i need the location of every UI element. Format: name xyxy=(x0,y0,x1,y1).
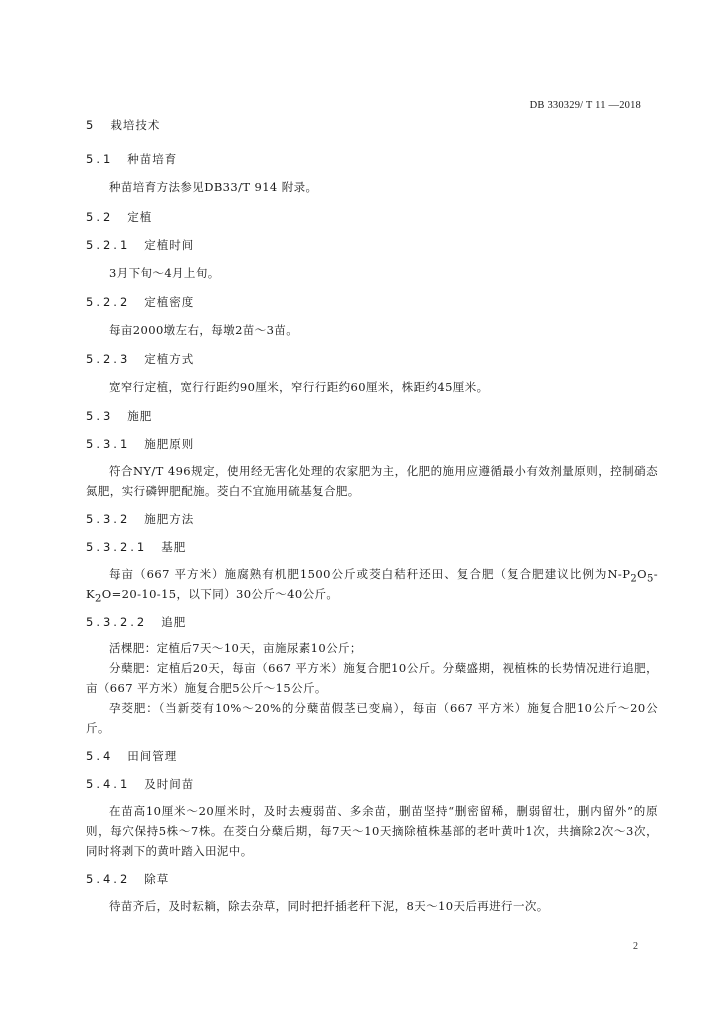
section-heading-5-3-2-1: 5.3.2.1 基肥 xyxy=(86,540,187,554)
paragraph-planting-density: 每亩2000墩左右，每墩2苗～3苗。 xyxy=(109,323,299,337)
section-heading-5-1: 5.1 种苗培育 xyxy=(86,152,178,166)
paragraph-seedling: 种苗培育方法参见DB33/T 914 附录。 xyxy=(109,180,318,194)
paragraph-top-fertilizer-2: 分蘖肥：定植后20天，每亩（667 平方米）施复合肥10公斤。分蘖盛期，视植株的长势情况进行追肥，亩（667 平方米）施复合肥5公斤～15公斤。 xyxy=(86,661,658,695)
paragraph-weeding: 待苗齐后，及时耘耥，除去杂草，同时把扦插老秆下泥，8天～10天后再进行一次。 xyxy=(109,899,549,913)
section-heading-5-2-2: 5.2.2 定植密度 xyxy=(86,295,195,309)
paragraph-planting-method: 宽窄行定植，宽行行距约90厘米，窄行行距约60厘米，株距约45厘米。 xyxy=(109,380,489,394)
section-heading-5-4-1: 5.4.1 及时间苗 xyxy=(86,777,195,791)
section-heading-5-4: 5.4 田间管理 xyxy=(86,749,178,763)
paragraph-thinning: 在苗高10厘米～20厘米时，及时去瘦弱苗、多余苗，删苗坚持“删密留稀，删弱留壮，删内留外”的原则，每穴保持5株～7株。在茭白分蘖后期，每7天～10天摘除植株基部的老叶黄叶1次，共摘除2次～3次，同时将剥下的黄叶踏入田泥中。 xyxy=(86,804,658,858)
section-heading-5-3: 5.3 施肥 xyxy=(86,409,153,423)
document-body xyxy=(86,116,658,916)
section-heading-5-2: 5.2 定植 xyxy=(86,210,153,224)
paragraph-top-fertilizer-3: 孕茭肥：（当新茭有10%～20%的分蘖苗假茎已变扁），每亩（667 平方米）施复合肥10公斤～20公斤。 xyxy=(86,701,658,735)
section-heading-5-3-1: 5.3.1 施肥原则 xyxy=(86,437,195,451)
paragraph-base-fertilizer: 每亩（667 平方米）施腐熟有机肥1500公斤或茭白秸秆还田、复合肥（复合肥建议比例为N-P2O5-K2O=20-10-15，以下同）30公斤～40公斤。 xyxy=(86,567,658,605)
paragraph-top-fertilizer-1: 活棵肥：定植后7天～10天，亩施尿素10公斤； xyxy=(109,641,362,655)
paragraph-fertilizer-principle: 符合NY/T 496规定，使用经无害化处理的农家肥为主，化肥的施用应遵循最小有效剂量原则，控制硝态氮肥，实行磷钾肥配施。茭白不宜施用硫基复合肥。 xyxy=(86,464,658,498)
section-heading-5: 5 栽培技术 xyxy=(86,118,161,132)
section-heading-5-3-2-2: 5.3.2.2 追肥 xyxy=(86,615,187,629)
section-heading-5-2-3: 5.2.3 定植方式 xyxy=(86,352,195,366)
document-code: DB 330329/ T 11 —2018 xyxy=(529,100,641,111)
paragraph-planting-time: 3月下旬～4月上旬。 xyxy=(109,266,220,280)
section-heading-5-2-1: 5.2.1 定植时间 xyxy=(86,238,195,252)
section-heading-5-3-2: 5.3.2 施肥方法 xyxy=(86,512,195,526)
page-number: 2 xyxy=(633,941,638,952)
section-heading-5-4-2: 5.4.2 除草 xyxy=(86,872,170,886)
